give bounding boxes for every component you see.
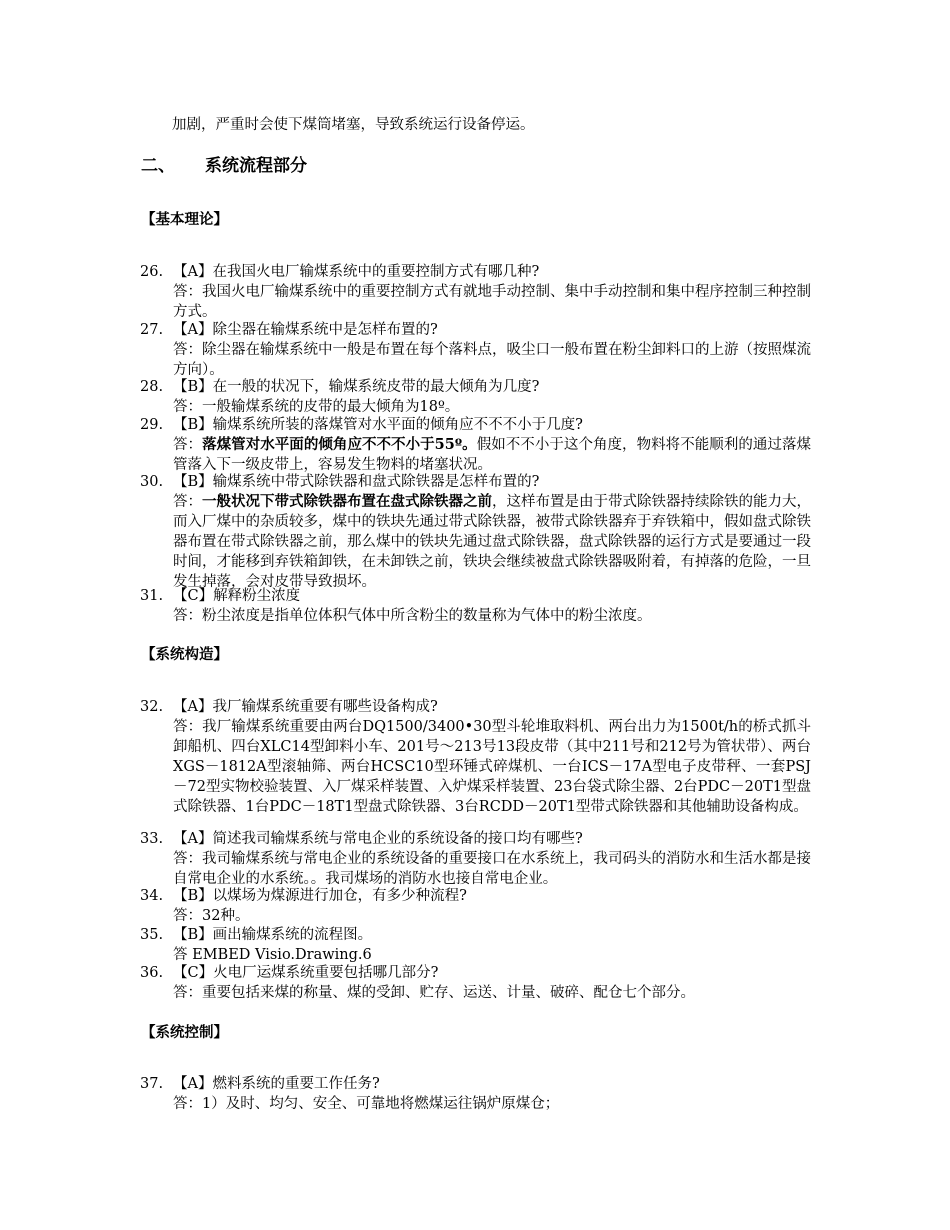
section-title: 系统流程部分 [205, 156, 307, 176]
answer-rest: 假如不不小于这个角度，物料将不能顺利的通过落煤管落入下一级皮带上，容易发生物料的堵塞状况。 [173, 437, 812, 473]
question-number: 29. [140, 417, 164, 433]
answer-rest: ，这样布置是由于带式除铁器持续除铁的能力大，而入厂煤中的杂质较多，煤中的铁块先通过带式除铁器，被带式除铁器弃于弃铁箱中，假如盘式除铁器布置在带式除铁器之前，那么煤中的铁块先通过盘式除铁器，盘式除铁器的运行方式是要通过一段时间，才能移到弃铁箱卸铁，在未卸铁之前，铁块会继续被盘式除铁器吸附着，有掉落的危险，一旦发生掉落，会对皮带导致损坏。 [173, 494, 811, 590]
answer-prefix: 答： [173, 437, 203, 453]
subsection-system-structure: 【系统构造】 [141, 647, 228, 663]
answer-text [173, 435, 811, 475]
answer-text: 答：一般输煤系统的皮带的最大倾角为18º。 [173, 399, 460, 415]
answer-bold: 一般状况下带式除铁器布置在盘式除铁器之前 [202, 493, 492, 510]
answer-text: 答：除尘器在输煤系统中一般是布置在每个落料点，吸尘口一般布置在粉尘卸料口的上游（按照煤流方向）。 [173, 342, 811, 378]
question-text: 【A】简述我司输煤系统与常电企业的系统设备的接口均有哪些? [173, 831, 583, 847]
question-text: 【A】除尘器在输煤系统中是怎样布置的? [173, 322, 438, 338]
question-number: 28. [140, 379, 164, 395]
question-number: 35. [140, 927, 164, 943]
question-number: 37. [140, 1076, 164, 1092]
question-text: 【B】输煤系统所装的落煤管对水平面的倾角应不不不小于几度? [173, 417, 583, 433]
question-number: 26. [140, 264, 164, 280]
answer-bold: 落煤管对水平面的倾角应不不不小于55º。 [202, 436, 477, 453]
answer-text: 答：我司输煤系统与常电企业的系统设备的重要接口在水系统上，我司码头的消防水和生活水都是接自常电企业的水系统。。我司煤场的消防水也接自常电企业。 [173, 851, 811, 887]
answer-text: 答：32种。 [173, 908, 250, 924]
question-number: 32. [140, 699, 164, 715]
section-heading [141, 151, 307, 176]
answer-text: 答：我国火电厂输煤系统中的重要控制方式有就地手动控制、集中手动控制和集中程序控制三种控制方式。 [173, 284, 811, 320]
question-text: 【A】在我国火电厂输煤系统中的重要控制方式有哪几种? [173, 264, 540, 280]
answer-text: 答 EMBED Visio.Drawing.6 [173, 947, 372, 963]
answer-text [173, 492, 811, 592]
answer-text: 答：我厂输煤系统重要由两台DQ1500/3400•30型斗轮堆取料机、两台出力为1500t/h的桥式抓斗卸船机、四台XLC14型卸料小车、201号～213号13段皮带（其中211号和212号为管状带）、两台XGS－1812A型滚轴筛、两台HCSC10型环锤式碎煤机、一台ICS－17A型电子皮带秤、一套PSJ－72型实物校验装置、入厂煤采样装置、入炉煤采样装置、23台袋式除尘器、2台PDC－20T1型盘式除铁器、1台PDC－18T1型盘式除铁器、3台RCDD－20T1型带式除铁器和其他辅助设备构成。 [173, 719, 811, 815]
question-text: 【B】输煤系统中带式除铁器和盘式除铁器是怎样布置的? [173, 474, 540, 490]
question-text: 【B】画出输煤系统的流程图。 [173, 927, 373, 943]
answer-text: 答：1）及时、均匀、安全、可靠地将燃煤运往锅炉原煤仓； [173, 1096, 560, 1112]
answer-prefix: 答： [173, 494, 202, 510]
answer-text: 答：重要包括来煤的称量、煤的受卸、贮存、运送、计量、破碎、配仓七个部分。 [173, 985, 695, 1001]
question-text: 【C】解释粉尘浓度 [173, 588, 301, 604]
question-number: 36. [140, 965, 164, 981]
answer-text: 答：粉尘浓度是指单位体积气体中所含粉尘的数量称为气体中的粉尘浓度。 [173, 608, 652, 624]
intro-paragraph: 加剧，严重时会使下煤筒堵塞，导致系统运行设备停运。 [172, 117, 535, 133]
question-text: 【B】在一般的状况下，输煤系统皮带的最大倾角为几度? [173, 379, 540, 395]
subsection-system-control: 【系统控制】 [141, 1025, 228, 1041]
question-number: 34. [140, 888, 164, 904]
question-number: 31. [140, 588, 164, 604]
question-text: 【A】燃料系统的重要工作任务? [173, 1076, 380, 1092]
question-text: 【C】火电厂运煤系统重要包括哪几部分? [173, 965, 439, 981]
section-number: 二、 [141, 156, 175, 176]
question-text: 【A】我厂输煤系统重要有哪些设备构成? [173, 699, 438, 715]
question-number: 27. [140, 322, 164, 338]
question-number: 33. [140, 831, 164, 847]
question-text: 【B】以煤场为煤源进行加仓，有多少种流程? [173, 888, 467, 904]
subsection-basic-theory: 【基本理论】 [141, 212, 228, 228]
question-number: 30. [140, 474, 164, 490]
